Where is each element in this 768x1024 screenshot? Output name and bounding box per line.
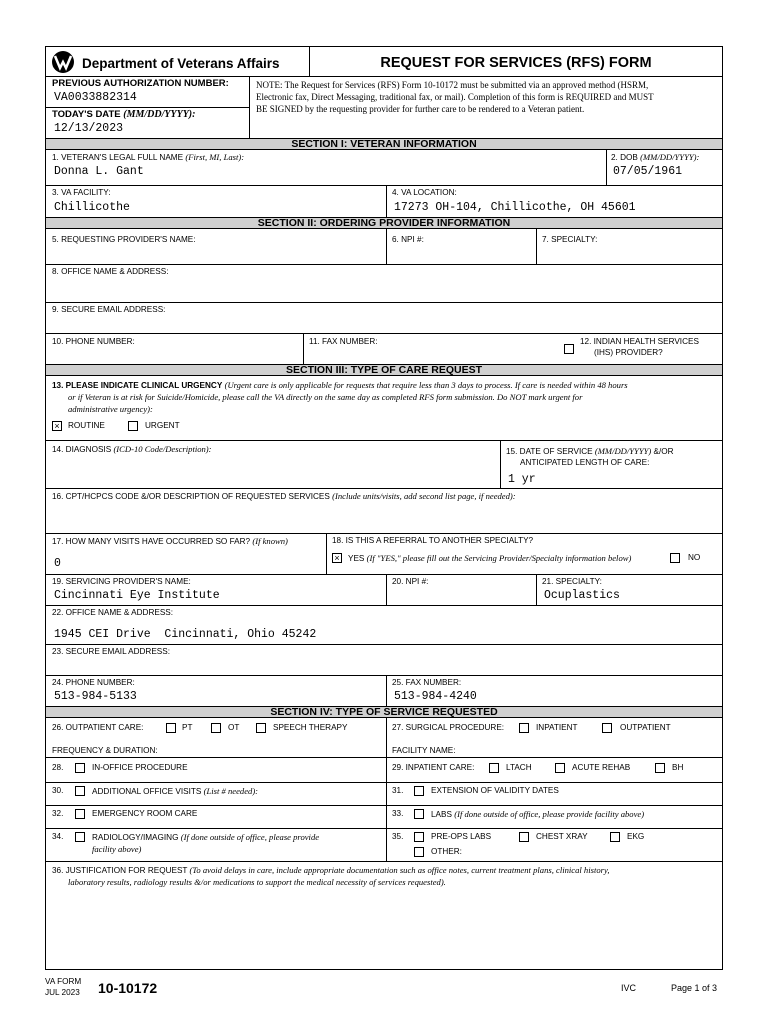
urgency-label: 13. PLEASE INDICATE CLINICAL URGENCY (Urgent care is only applicable for requests that require less than 3 days to process. If care is needed within 48 hours (52, 380, 628, 390)
ltach-label: LTACH (506, 763, 532, 772)
dob-label: 2. DOB (MM/DD/YYYY): (611, 152, 700, 162)
todays-date-label: TODAY'S DATE (MM/DD/YYYY): (52, 109, 196, 120)
visits-label: 17. HOW MANY VISITS HAVE OCCURRED SO FAR? (If known) (52, 536, 288, 546)
surgical-outpatient-label: OUTPATIENT (620, 723, 671, 732)
justification-hint-2: laboratory results, radiology results &/or medications to support the medical necessity of services requested). (68, 877, 446, 887)
servicing-office-value[interactable]: 1945 CEI Drive Cincinnati, Ohio 45242 (54, 628, 317, 641)
extension-validity-checkbox[interactable] (414, 786, 424, 796)
item-33-number: 33. (392, 809, 404, 818)
ihs-checkbox[interactable] (564, 344, 574, 354)
ihs-label-2: (IHS) PROVIDER? (594, 348, 663, 357)
emergency-room-checkbox[interactable] (75, 809, 85, 819)
todays-date-value[interactable]: 12/13/2023 (54, 122, 124, 135)
fax-label: 11. FAX NUMBER: (309, 337, 378, 346)
urgency-note-2: or if Veteran is at risk for Suicide/Homicide, please call the VA directly on the same day as completed RFS form submission. Do NOT mark urgent for (68, 392, 583, 402)
additional-visits-label: ADDITIONAL OFFICE VISITS (List # needed): (92, 786, 259, 796)
item-35-number: 35. (392, 832, 404, 841)
emergency-room-label: EMERGENCY ROOM CARE (92, 809, 198, 818)
ivc-label: IVC (621, 983, 637, 993)
va-facility-label: 3. VA FACILITY: (52, 188, 111, 197)
chest-xray-checkbox[interactable] (519, 832, 529, 842)
referral-no-checkbox[interactable] (670, 553, 680, 563)
servicing-fax-label: 25. FAX NUMBER: (392, 678, 462, 687)
requesting-provider-label: 5. REQUESTING PROVIDER'S NAME: (52, 235, 196, 244)
referral-label: 18. IS THIS A REFERRAL TO ANOTHER SPECIALTY? (332, 536, 534, 545)
urgency-note-3: administrative urgency): (68, 404, 153, 414)
section-1-header: SECTION I: VETERAN INFORMATION (46, 138, 722, 150)
servicing-provider-value[interactable]: Cincinnati Eye Institute (54, 589, 220, 602)
acute-rehab-checkbox[interactable] (555, 763, 565, 773)
secure-email-label: 9. SECURE EMAIL ADDRESS: (52, 305, 166, 314)
va-location-label: 4. VA LOCATION: (392, 188, 457, 197)
ot-label: OT (228, 723, 240, 732)
prev-auth-label: PREVIOUS AUTHORIZATION NUMBER: (52, 78, 229, 89)
ltach-checkbox[interactable] (489, 763, 499, 773)
va-form-label: VA FORM (45, 977, 82, 986)
servicing-email-label: 23. SECURE EMAIL ADDRESS: (52, 647, 170, 656)
in-office-procedure-label: IN-OFFICE PROCEDURE (92, 763, 188, 772)
item-30-number: 30. (52, 786, 64, 795)
pt-label: PT (182, 723, 193, 732)
date-of-service-label: 15. DATE OF SERVICE (MM/DD/YYYY) &/OR (506, 446, 674, 456)
speech-therapy-checkbox[interactable] (256, 723, 266, 733)
servicing-office-label: 22. OFFICE NAME & ADDRESS: (52, 608, 174, 617)
servicing-provider-label: 19. SERVICING PROVIDER'S NAME: (52, 577, 191, 586)
servicing-specialty-label: 21. SPECIALTY: (542, 577, 602, 586)
item-34-number: 34. (52, 832, 64, 841)
inpatient-care-label: 29. INPATIENT CARE: (392, 763, 475, 772)
va-facility-value[interactable]: Chillicothe (54, 201, 130, 214)
radiology-checkbox[interactable] (75, 832, 85, 842)
department-name: Department of Veterans Affairs (82, 56, 280, 71)
additional-visits-checkbox[interactable] (75, 786, 85, 796)
surgical-outpatient-checkbox[interactable] (602, 723, 612, 733)
urgent-checkbox[interactable] (128, 421, 138, 431)
npi-label: 6. NPI #: (392, 235, 424, 244)
ihs-label-1: 12. INDIAN HEALTH SERVICES (580, 337, 699, 346)
referral-no-label: NO (688, 553, 701, 562)
justification-label: 36. JUSTIFICATION FOR REQUEST (To avoid delays in care, include appropriate documentation such as office notes, current treatment plans, clinical history, (52, 865, 610, 875)
routine-label: ROUTINE (68, 421, 105, 430)
referral-yes-label: YES (If "YES," please fill out the Servicing Provider/Specialty information below) (348, 553, 632, 563)
ekg-checkbox[interactable] (610, 832, 620, 842)
labs-checkbox[interactable] (414, 809, 424, 819)
veteran-name-value[interactable]: Donna L. Gant (54, 165, 144, 178)
facility-name-label: FACILITY NAME: (392, 746, 456, 755)
surgical-procedure-label: 27. SURGICAL PROCEDURE: (392, 723, 505, 732)
prev-auth-value[interactable]: VA0033882314 (54, 91, 137, 104)
urgent-label: URGENT (145, 421, 180, 430)
servicing-phone-value[interactable]: 513-984-5133 (54, 690, 137, 703)
ot-checkbox[interactable] (211, 723, 221, 733)
page-number: Page 1 of 3 (671, 983, 718, 993)
other-label: OTHER: (431, 847, 462, 856)
pt-checkbox[interactable] (166, 723, 176, 733)
item-28-number: 28. (52, 763, 64, 772)
diagnosis-label: 14. DIAGNOSIS (ICD-10 Code/Description): (52, 444, 212, 454)
labs-label: LABS (If done outside of office, please provide facility above) (431, 809, 645, 819)
referral-yes-checkbox[interactable]: × (332, 553, 342, 563)
in-office-procedure-checkbox[interactable] (75, 763, 85, 773)
acute-rehab-label: ACUTE REHAB (572, 763, 631, 772)
length-of-care-value[interactable]: 1 yr (508, 473, 536, 486)
note-line-1: NOTE: The Request for Services (RFS) Form 10-10172 must be submitted via an approved method (HSRM, (256, 80, 649, 90)
ekg-label: EKG (627, 832, 645, 841)
visits-value[interactable]: 0 (54, 557, 61, 570)
phone-label: 10. PHONE NUMBER: (52, 337, 135, 346)
speech-therapy-label: SPEECH THERAPY (273, 723, 348, 732)
chest-xray-label: CHEST XRAY (536, 832, 588, 841)
veteran-name-label: 1. VETERAN'S LEGAL FULL NAME (First, MI, Last): (52, 152, 245, 162)
radiology-hint-2: facility above) (92, 844, 142, 854)
length-of-care-label: ANTICIPATED LENGTH OF CARE: (520, 458, 650, 467)
form-frame (45, 46, 723, 970)
surgical-inpatient-label: INPATIENT (536, 723, 578, 732)
surgical-inpatient-checkbox[interactable] (519, 723, 529, 733)
dob-value[interactable]: 07/05/1961 (613, 165, 683, 178)
form-title: REQUEST FOR SERVICES (RFS) FORM (380, 55, 652, 71)
preops-labs-label: PRE-OPS LABS (431, 832, 492, 841)
item-32-number: 32. (52, 809, 64, 818)
section-2-header: SECTION II: ORDERING PROVIDER INFORMATION (46, 217, 722, 229)
outpatient-care-label: 26. OUTPATIENT CARE: (52, 723, 144, 732)
item-31-number: 31. (392, 786, 404, 795)
servicing-phone-label: 24. PHONE NUMBER: (52, 678, 135, 687)
note-line-2: Electronic fax, Direct Messaging, traditional fax, or mail). Completion of this form is REQUIRED and MUST (256, 92, 654, 102)
section-4-header: SECTION IV: TYPE OF SERVICE REQUESTED (46, 706, 722, 718)
form-number: 10-10172 (98, 980, 158, 996)
servicing-npi-label: 20. NPI #: (392, 577, 429, 586)
specialty-label: 7. SPECIALTY: (542, 235, 598, 244)
va-location-value[interactable]: 17273 OH-104, Chillicothe, OH 45601 (394, 201, 636, 214)
bh-label: BH (672, 763, 684, 772)
servicing-fax-value[interactable]: 513-984-4240 (394, 690, 477, 703)
header-dept-block (46, 47, 310, 77)
va-seal-icon (48, 50, 78, 74)
note-line-3: BE SIGNED by the requesting provider for further care to be rendered to a Veteran patient. (256, 104, 585, 114)
other-checkbox[interactable] (414, 847, 424, 857)
bh-checkbox[interactable] (655, 763, 665, 773)
routine-checkbox[interactable]: × (52, 421, 62, 431)
servicing-specialty-value[interactable]: Ocuplastics (544, 589, 620, 602)
frequency-label: FREQUENCY & DURATION: (52, 746, 158, 755)
preops-labs-checkbox[interactable] (414, 832, 424, 842)
office-address-label: 8. OFFICE NAME & ADDRESS: (52, 267, 169, 276)
radiology-label: RADIOLOGY/IMAGING (If done outside of office, please provide (92, 832, 320, 842)
cpt-label: 16. CPT/HCPCS CODE &/OR DESCRIPTION OF REQUESTED SERVICES (Include units/visits, add second list page, if needed): (52, 491, 516, 501)
extension-validity-label: EXTENSION OF VALIDITY DATES (431, 786, 559, 795)
form-date: JUL 2023 (45, 988, 80, 997)
section-3-header: SECTION III: TYPE OF CARE REQUEST (46, 364, 722, 376)
